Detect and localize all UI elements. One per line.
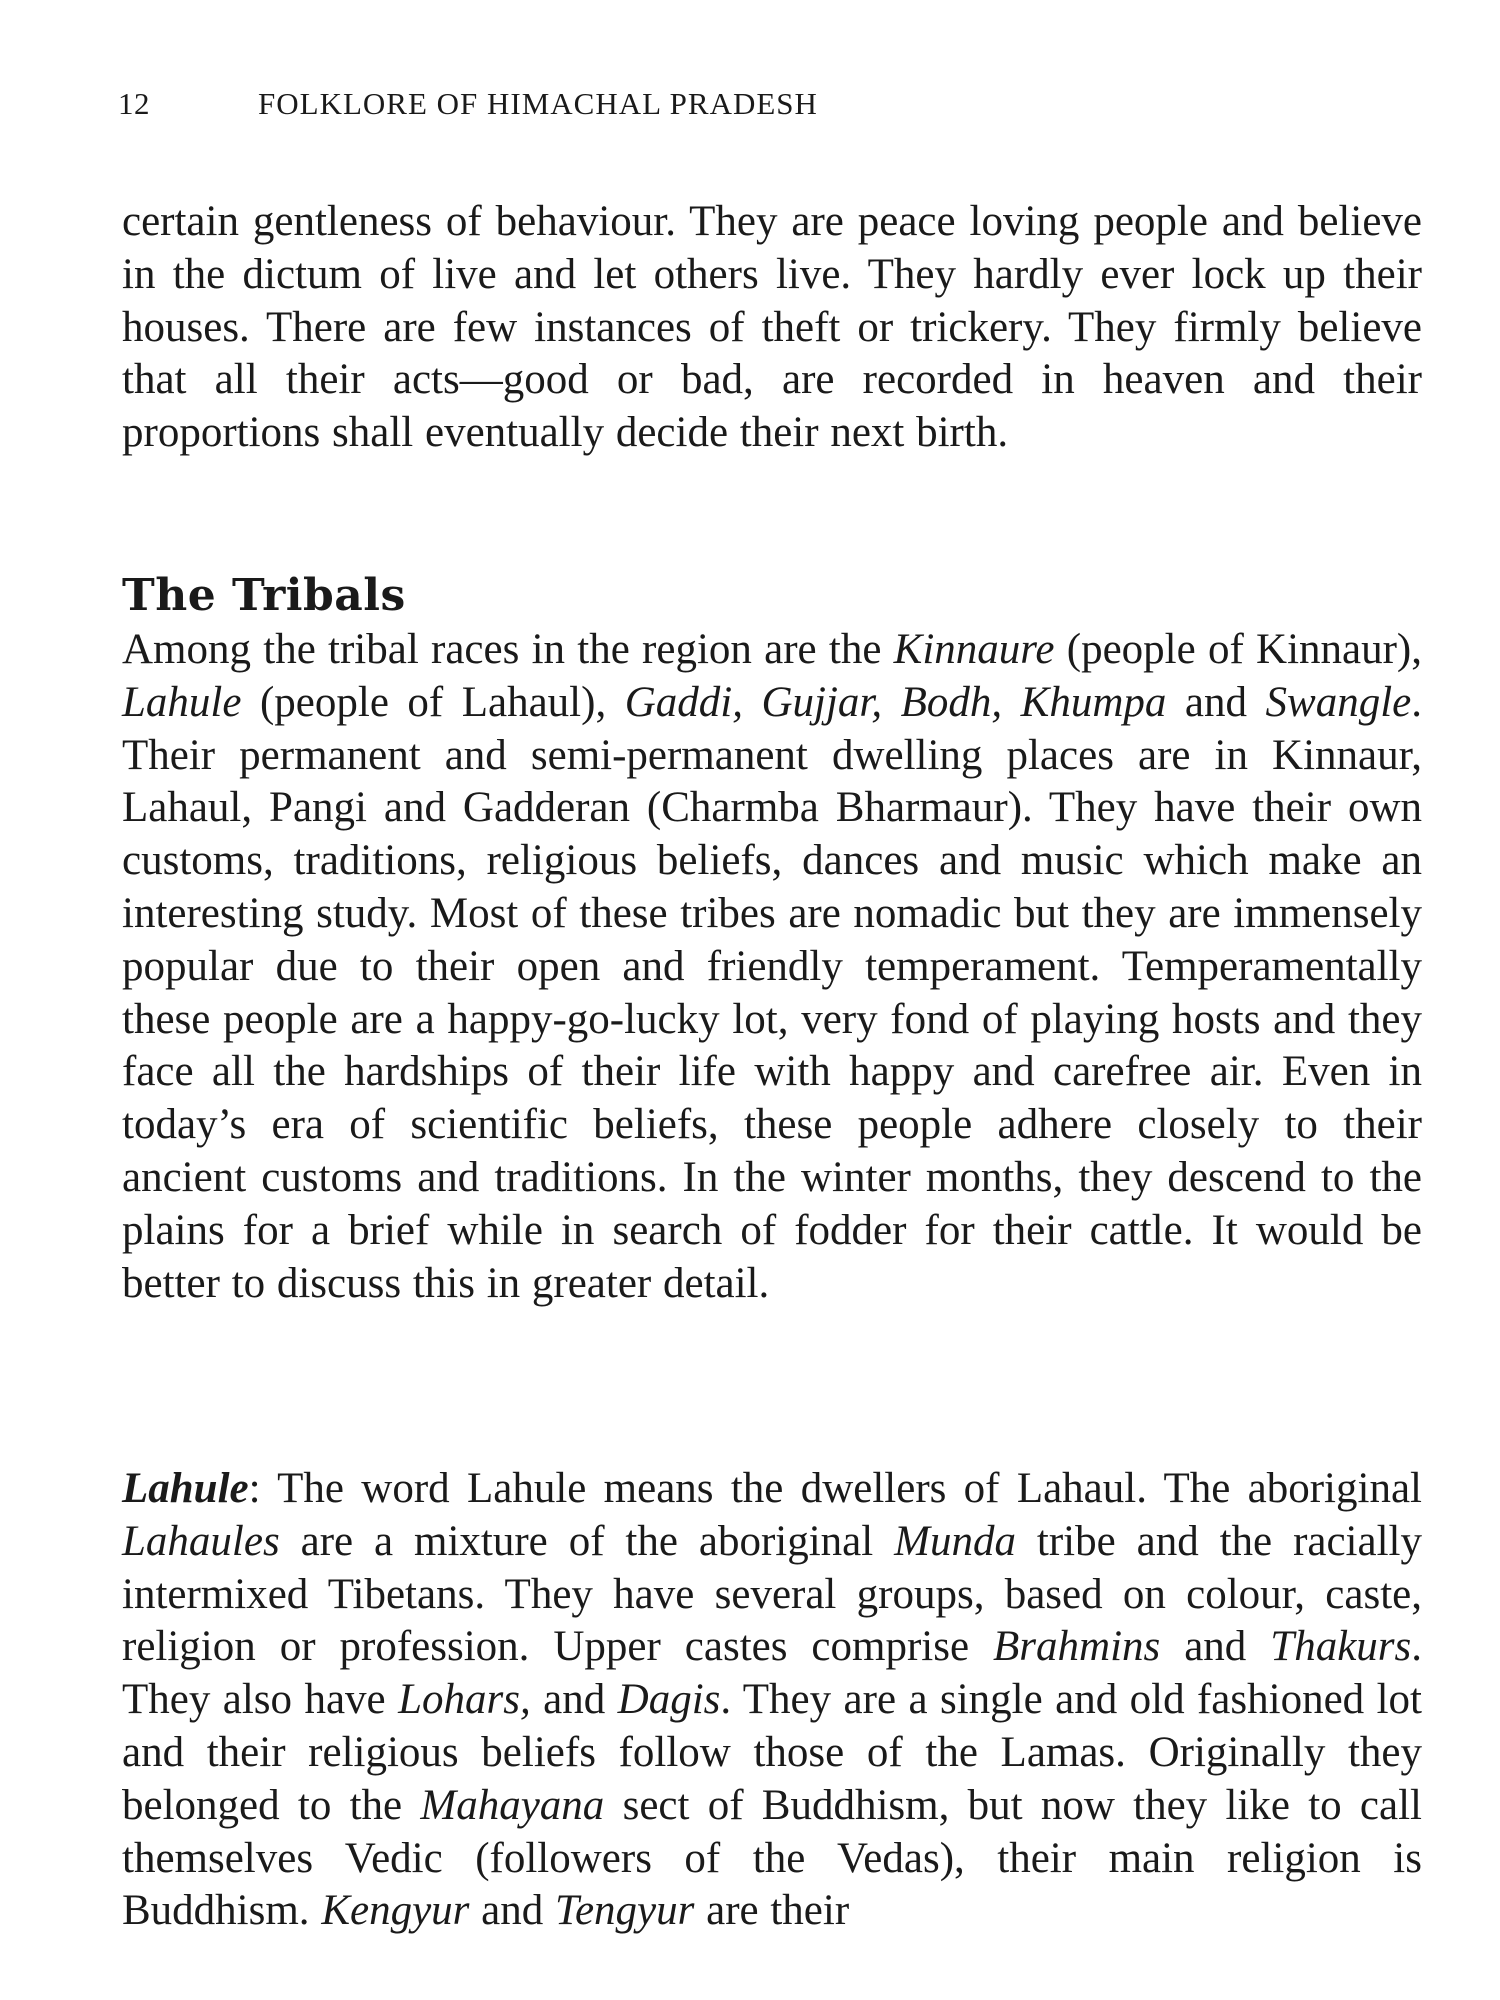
term-munda: Munda: [894, 1517, 1016, 1565]
paragraph-tribals: [122, 624, 1422, 1310]
term-brahmins: Brahmins: [993, 1623, 1161, 1671]
book-title: FOLKLORE OF HIMACHAL PRADESH: [258, 86, 818, 121]
term-kinnaure: Kinnaure: [893, 626, 1055, 673]
text-run: and: [469, 1887, 555, 1935]
text-run: are their: [694, 1887, 850, 1935]
running-head: [118, 86, 818, 122]
text-run: Among the tribal races in the region are the: [122, 626, 894, 673]
text-run: . They are a single and old fashioned lot and their religious beliefs follow those of the Lamas. Originally they belonged to the: [122, 1676, 1422, 1829]
term-mahayana: Mahayana: [420, 1781, 605, 1829]
term-lohars: Lohars,: [398, 1676, 531, 1724]
text-run: and: [1160, 1623, 1271, 1671]
section-heading: The Tribals: [122, 570, 406, 621]
page-number: 12: [118, 86, 150, 121]
text-run: and: [1166, 678, 1266, 726]
term-tengyur: Tengyur: [555, 1887, 695, 1935]
text-run: are a mixture of the aboriginal: [279, 1517, 895, 1565]
text-run: : The word Lahule means the dwellers of Lahaul. The aboriginal: [248, 1465, 1422, 1512]
term-tribe-list: Gaddi, Gujjar, Bodh, Khumpa: [624, 678, 1167, 726]
paragraph-lahule: [122, 1463, 1422, 1938]
term-lahule: Lahule: [122, 678, 242, 726]
term-dagis: Dagis: [617, 1676, 721, 1724]
term-swangle: Swangle: [1265, 678, 1412, 726]
term-lahaules: Lahaules: [122, 1517, 280, 1565]
lead-term-lahule: Lahule: [122, 1465, 249, 1512]
text-run: . Their permanent and semi-permanent dwelling places are in Kinnaur, Lahaul, Pangi and Gadderan (Charmba Bharmaur). They have their own customs, traditions, religious beliefs, dances and music which make an interesting study. Most of these tribes are nomadic but they are immensely popular due to their open and friendly temperament. Temperamentally these people are a happy-go-lucky lot, very fond of playing hosts and they face all the hardships of their life with happy and carefree air. Even in today’s era of scientific beliefs, these people adhere closely to their ancient customs and traditions. In the winter months, they descend to the plains for a brief while in search of fodder for their cattle. It would be better to discuss this in greater detail.: [122, 678, 1422, 1307]
text-run: and: [530, 1676, 618, 1724]
text-run: (people of Lahaul),: [241, 678, 625, 726]
term-kengyur: Kengyur: [321, 1887, 470, 1935]
paragraph-gentleness: certain gentleness of behaviour. They are peace loving people and believe in the dictum of live and let others live. They hardly ever lock up their houses. There are few instances of theft or trickery. They firmly believe that all their acts—good or bad, are recorded in heaven and their proportions shall eventually decide their next birth.: [122, 198, 1422, 457]
term-thakurs: Thakurs: [1270, 1623, 1412, 1671]
text-run: . They also have: [122, 1623, 1422, 1724]
text-run: tribe and the racially intermixed Tibetans. They have several groups, based on colour, caste, religion or profession. Upper castes comprise: [122, 1517, 1422, 1671]
text-run: sect of Buddhism, but now they like to call themselves Vedic (followers of the Vedas), their main religion is Buddhism.: [122, 1781, 1422, 1935]
text-run: (people of Kinnaur),: [1054, 626, 1422, 673]
